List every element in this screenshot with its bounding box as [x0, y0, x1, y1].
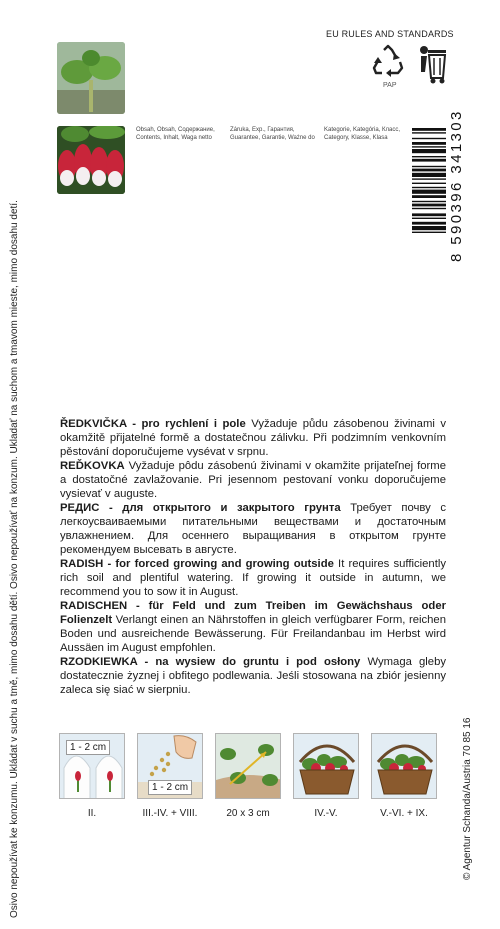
contents-label: Obsah, Obsah, Содержание, Contents, Inhalt, Waga netto: [136, 127, 215, 141]
description-de: RADISCHEN - für Feld und zum Treiben im Gewächshaus oder Folienzelt Verlangt einen an Nährstoffen in gleich verfügbarer Form, reichen Boden und ausreichende Bewässerung. Für Freilandanbau im Herbst wird Aussäen im August empfohlen.: [60, 600, 446, 654]
step-label: IV.-V.: [314, 808, 338, 819]
description-en: RADISH - for forced growing and growing outside It requires sufficiently rich soil and plentiful watering. If growing it outside in autumn, we recommend you to sow it in August.: [60, 558, 446, 598]
description-block: [60, 417, 446, 697]
step-spacing: [215, 733, 281, 799]
step-harvest-basket-2: [371, 733, 437, 799]
step-sowing-seeds: [137, 733, 203, 799]
bin-disposal-icon: [415, 42, 449, 86]
seedling-photo: [57, 42, 125, 114]
step-harvest-basket: [293, 733, 359, 799]
description-pl: RZODKIEWKA - na wysiew do gruntu i pod osłony Wymaga gleby dostatecznie żyznej i obfitego podlewania. Jeśli stosowana na zbiór jesienny zaleca się siać w sierpniu.: [60, 656, 446, 696]
expiry-label: Záruka, Exp., Гарантия, Guarantee, Garantie, Ważne do: [230, 127, 315, 141]
radish-photo: [57, 126, 125, 194]
step-label: II.: [87, 808, 97, 819]
sowing-depth-tag: 1 - 2 cm: [66, 740, 110, 755]
pap-label: PAP: [383, 82, 397, 89]
step-sowing-under-cover: [59, 733, 125, 799]
description-cz: ŘEDKVIČKA - pro rychlení i pole Vyžaduje půdu zásobenou živinami v okamžitě přijatelné formě a dostatečnou zálivku. Při podzimním venkovním pěstování doporučujeme vysévat v srpnu.: [60, 418, 446, 458]
step-label: 20 x 3 cm: [226, 808, 270, 819]
barcode-number: 8 590396 341303: [448, 109, 465, 262]
copyright-vertical: © Agentur Schanda/Austria 70 85 16: [462, 717, 473, 880]
recycle-icon: [371, 44, 405, 78]
sowing-depth-tag: 1 - 2 cm: [148, 780, 192, 795]
storage-note-vertical: Osivo nepoužívat ke konzumu. Ukládat v suchu a tmě, mimo dosahu dětí. Osivo nepoužívať na konzum. Ukladať na suchom a tmavom mieste, mimo dosahu detí.: [9, 200, 20, 918]
eu-rules-heading: EU RULES AND STANDARDS: [326, 29, 454, 39]
description-ru: РЕДИС - для открытого и закрытого грунта Требует почву с легкоусваиваемыми питательными веществами и достаточным увлажнением. Для осеннего выращивания в открытом грунте рекомендуем высевать в августе.: [60, 502, 446, 556]
description-sk: REĎKOVKA Vyžaduje pôdu zásobenú živinami v okamžite prijateľnej forme a dostatočné zavlažovanie. Pri jesennom pestovaní vonku doporučujeme vysievať v auguste.: [60, 460, 446, 500]
step-label: V.-VI. + IX.: [380, 808, 428, 819]
category-label: Kategorie, Kategória, Класс, Category, Klasse, Klasa: [324, 127, 401, 141]
step-label: III.-IV. + VIII.: [142, 808, 198, 819]
